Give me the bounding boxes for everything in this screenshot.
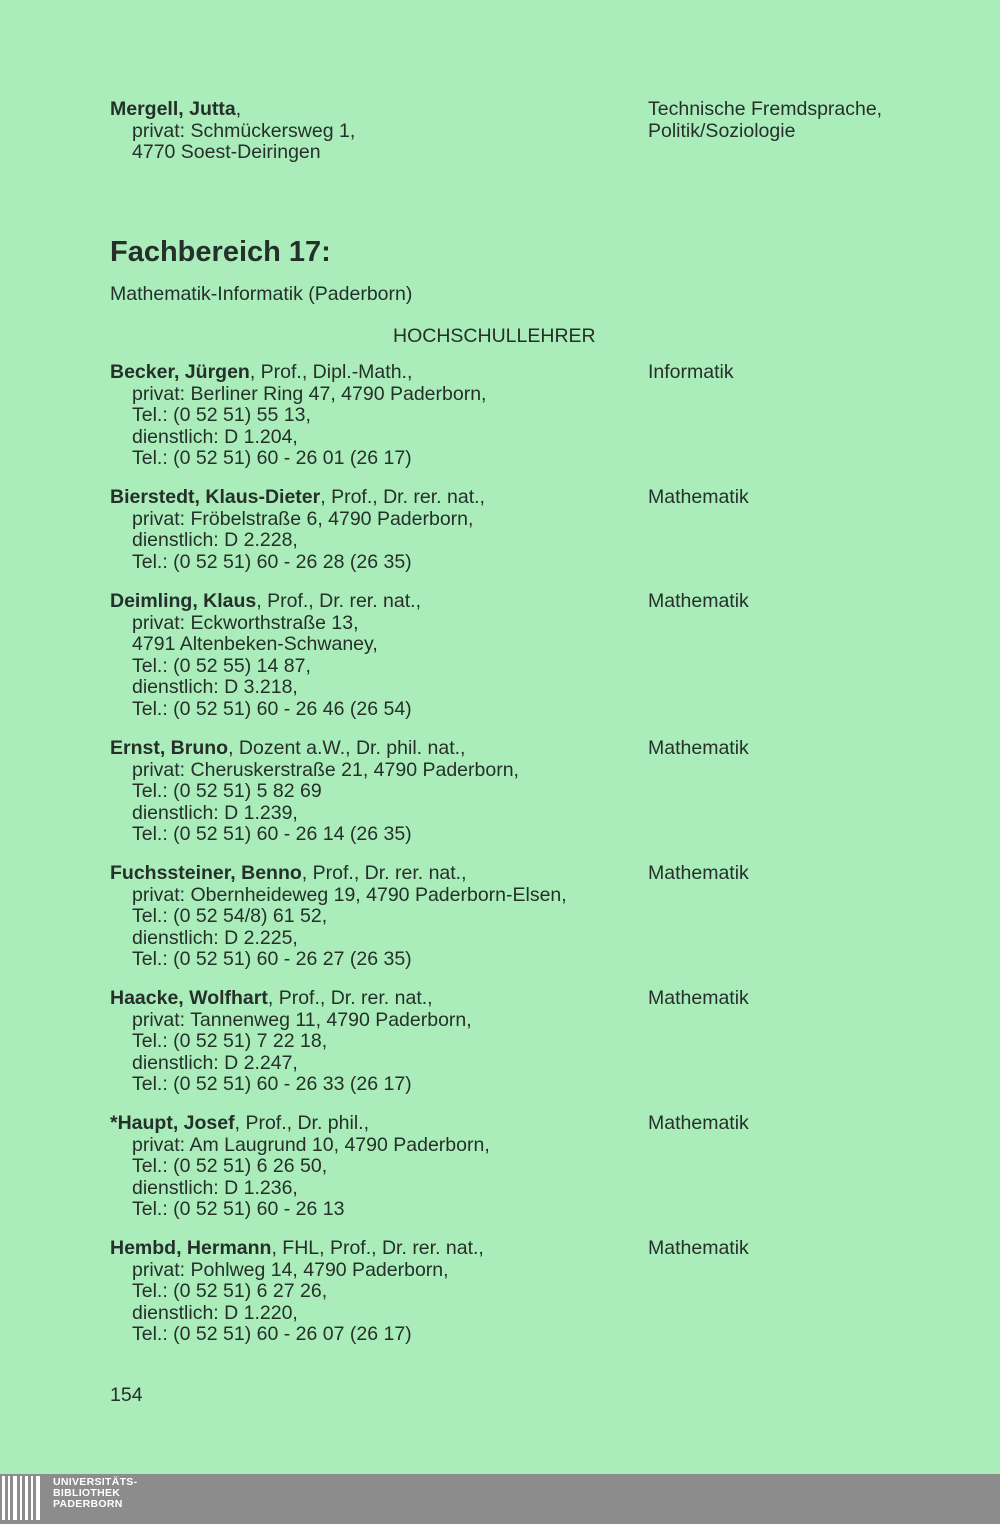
entry-line: Tel.: (0 52 51) 5 82 69 xyxy=(132,780,322,802)
entry-subject: Mathematik xyxy=(648,1237,749,1259)
entry-subject: Mathematik xyxy=(648,590,749,612)
entry-subject xyxy=(648,99,882,142)
entry-title: , Prof., Dr. rer. nat., xyxy=(256,590,422,612)
entry-line: dienstlich: D 1.236, xyxy=(132,1176,298,1199)
entry-line: Tel.: (0 52 51) 7 22 18, xyxy=(132,1030,328,1052)
entry-line: privat: Eckworthstraße 13, xyxy=(132,611,359,634)
entry-title: , xyxy=(235,98,242,120)
faculty-entry xyxy=(110,1238,970,1346)
entry-line: dienstlich: D 1.220, xyxy=(132,1301,298,1324)
entry-name: Deimling, Klaus xyxy=(110,590,257,612)
entry-line: Tel.: (0 52 51) 60 - 26 07 (26 17) xyxy=(132,1323,412,1345)
entry-name: Becker, Jürgen xyxy=(110,361,250,383)
entry-subject: Informatik xyxy=(648,361,734,383)
faculty-entry xyxy=(110,738,970,846)
entry-name: *Haupt, Josef xyxy=(110,1112,235,1134)
entry-line: privat: Tannenweg 11, 4790 Paderborn, xyxy=(132,1008,472,1031)
entry-line: dienstlich: D 2.225, xyxy=(132,926,298,949)
entry-line: privat: Fröbelstraße 6, 4790 Paderborn, xyxy=(132,507,474,530)
entry-line: Tel.: (0 52 51) 60 - 26 28 (26 35) xyxy=(132,550,412,573)
entry-subject: Mathematik xyxy=(648,486,749,508)
entry-name: Fuchssteiner, Benno xyxy=(110,862,302,884)
entry-title: , FHL, Prof., Dr. rer. nat., xyxy=(271,1237,484,1259)
entry-line: dienstlich: D 1.239, xyxy=(132,801,298,824)
entry-name: Haacke, Wolfhart xyxy=(110,987,268,1009)
fachbereich-subtitle: Mathematik-Informatik (Paderborn) xyxy=(110,283,413,305)
entry-line: privat: Obernheideweg 19, 4790 Paderborn-Elsen, xyxy=(132,883,567,906)
entry-line: 4770 Soest-Deiringen xyxy=(132,141,321,163)
entry-subject: Mathematik xyxy=(648,862,749,884)
entry-name: Bierstedt, Klaus-Dieter xyxy=(110,486,321,508)
header-entry xyxy=(110,99,970,164)
entry-subject: Mathematik xyxy=(648,1112,749,1134)
entry-line: Tel.: (0 52 51) 60 - 26 13 xyxy=(132,1198,345,1220)
entry-title: , Prof., Dr. phil., xyxy=(234,1112,369,1134)
entry-line: dienstlich: D 1.204, xyxy=(132,425,298,448)
library-name-line: BIBLIOTHEK xyxy=(53,1487,121,1499)
entry-line: Tel.: (0 52 51) 60 - 26 33 (26 17) xyxy=(132,1073,412,1095)
entry-title: , Prof., Dr. rer. nat., xyxy=(320,486,485,508)
entry-name: Mergell, Jutta xyxy=(110,98,236,120)
faculty-entry xyxy=(110,591,970,720)
entry-line: privat: Berliner Ring 47, 4790 Paderborn, xyxy=(132,382,487,405)
library-footer xyxy=(0,1474,1000,1524)
faculty-entry xyxy=(110,988,970,1096)
entry-line: Tel.: (0 52 51) 60 - 26 46 (26 54) xyxy=(132,697,412,720)
entry-name: Hembd, Hermann xyxy=(110,1237,272,1259)
entry-line: Tel.: (0 52 51) 6 27 26, xyxy=(132,1280,328,1302)
entry-name: Ernst, Bruno xyxy=(110,737,229,759)
entry-line: dienstlich: D 2.247, xyxy=(132,1051,298,1074)
entry-line: Tel.: (0 52 51) 6 26 50, xyxy=(132,1155,328,1177)
entry-subject-line: Technische Fremdsprache, xyxy=(648,98,883,120)
entry-subject: Mathematik xyxy=(648,987,749,1009)
library-logo-icon xyxy=(2,1476,44,1520)
entry-line: dienstlich: D 2.228, xyxy=(132,529,298,551)
entry-line: privat: Cheruskerstraße 21, 4790 Paderborn, xyxy=(132,758,519,781)
faculty-entry xyxy=(110,863,970,971)
fachbereich-title: Fachbereich 17: xyxy=(110,236,331,268)
page-number: 154 xyxy=(110,1384,143,1406)
entry-title: , Prof., Dipl.-Math., xyxy=(249,361,413,383)
entry-line: privat: Pohlweg 14, 4790 Paderborn, xyxy=(132,1258,449,1281)
entry-line: Tel.: (0 52 51) 60 - 26 01 (26 17) xyxy=(132,447,412,469)
entry-line: privat: Schmückersweg 1, xyxy=(132,119,356,142)
library-name xyxy=(53,1477,137,1510)
entry-title: , Prof., Dr. rer. nat., xyxy=(301,862,467,884)
faculty-entry xyxy=(110,362,970,470)
entry-line: Tel.: (0 52 51) 60 - 26 27 (26 35) xyxy=(132,948,412,970)
entry-line: Tel.: (0 52 54/8) 61 52, xyxy=(132,905,328,927)
entry-line: Tel.: (0 52 51) 55 13, xyxy=(132,404,311,426)
library-name-line: UNIVERSITÄTS- xyxy=(53,1476,138,1488)
entry-title: , Dozent a.W., Dr. phil. nat., xyxy=(228,737,466,759)
entry-line: dienstlich: D 3.218, xyxy=(132,676,298,698)
entry-line: privat: Am Laugrund 10, 4790 Paderborn, xyxy=(132,1133,490,1156)
section-heading: HOCHSCHULLEHRER xyxy=(393,325,596,347)
entry-subject: Mathematik xyxy=(648,737,749,759)
entry-line: Tel.: (0 52 55) 14 87, xyxy=(132,654,311,677)
entry-line: Tel.: (0 52 51) 60 - 26 14 (26 35) xyxy=(132,823,412,845)
entry-line: 4791 Altenbeken-Schwaney, xyxy=(132,633,378,655)
entry-subject-line: Politik/Soziologie xyxy=(648,119,796,142)
faculty-entry xyxy=(110,487,970,573)
entry-title: , Prof., Dr. rer. nat., xyxy=(267,987,433,1009)
library-name-line: PADERBORN xyxy=(53,1498,123,1510)
faculty-entry xyxy=(110,1113,970,1221)
